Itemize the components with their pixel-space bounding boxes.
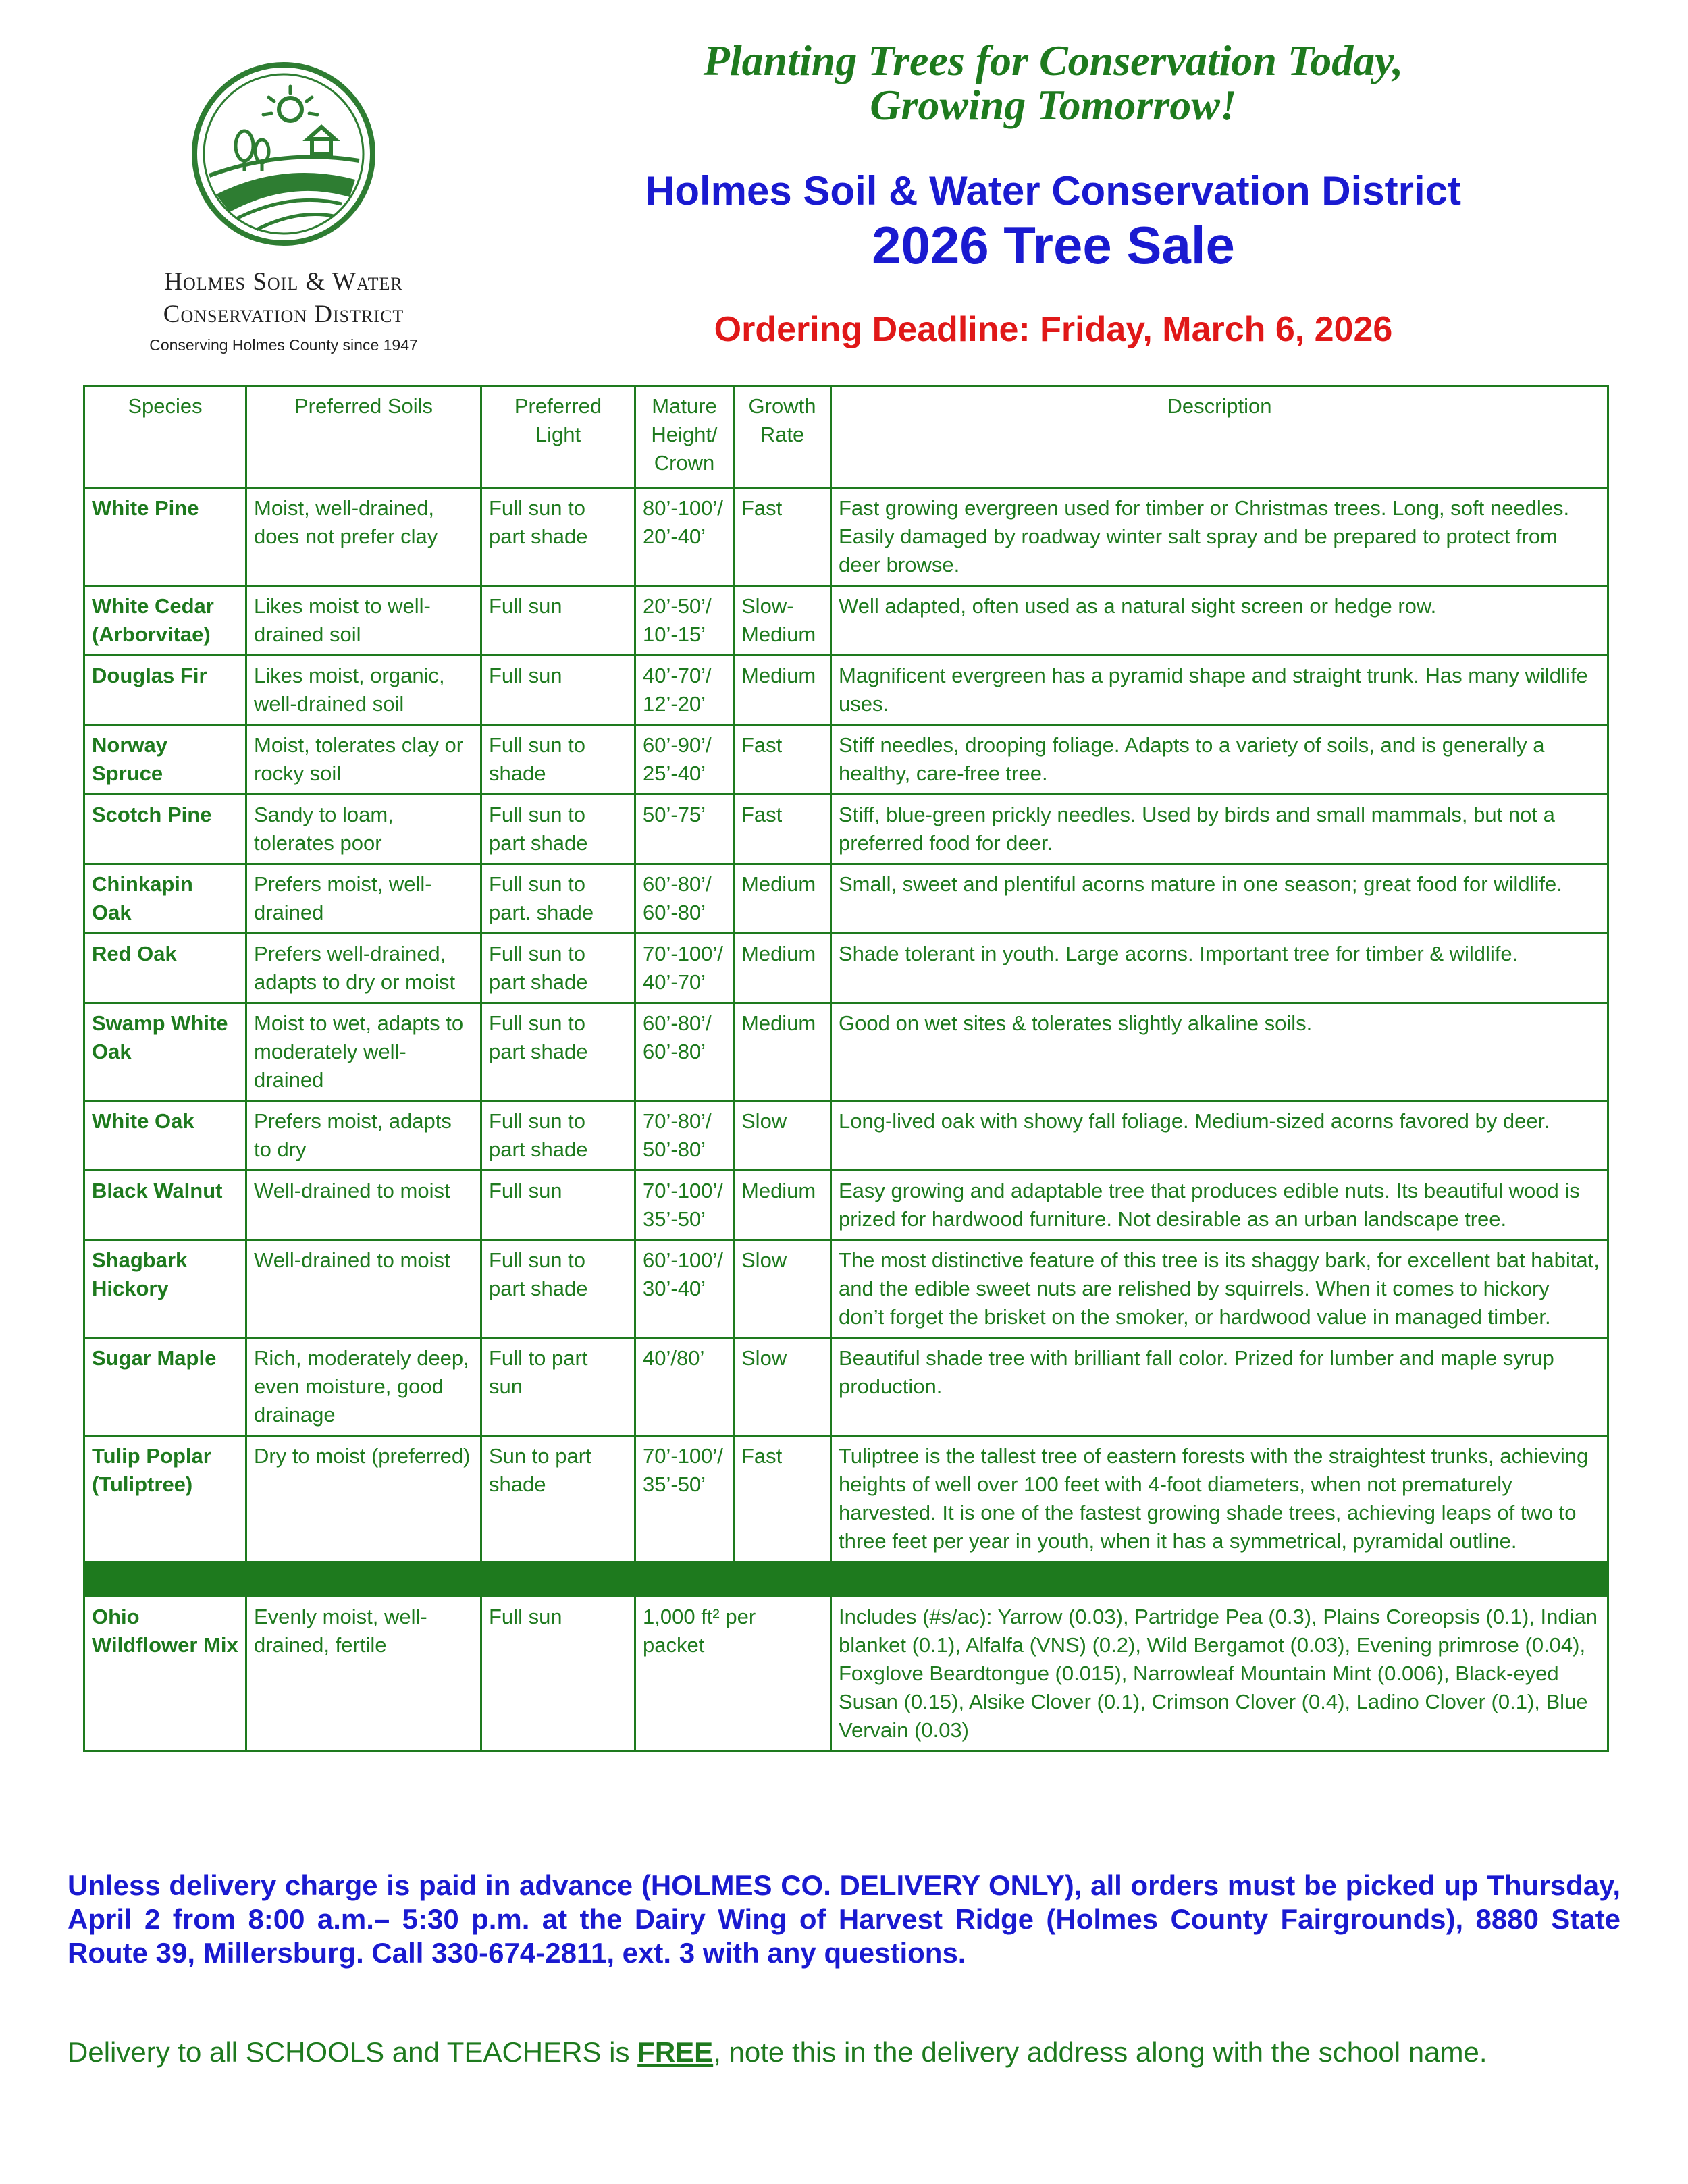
header-description: Description <box>831 386 1608 488</box>
rate-cell: Fast <box>734 1436 831 1562</box>
species-cell: Shagbark Hickory <box>84 1240 246 1338</box>
soils-cell: Rich, moderately deep, even moisture, good drainage <box>246 1338 481 1436</box>
light-cell: Full sun <box>481 656 635 725</box>
logo-tagline: Conserving Holmes County since 1947 <box>149 336 418 354</box>
species-cell: White Oak <box>84 1101 246 1171</box>
table-row <box>84 934 1608 1003</box>
header-growth-rate: Growth Rate <box>734 386 831 488</box>
free-delivery-note <box>68 2035 1620 2069</box>
header-preferred-light: Preferred Light <box>481 386 635 488</box>
height-cell: 70’-100’/ 35’-50’ <box>635 1171 734 1240</box>
height-cell: 60’-90’/ 25’-40’ <box>635 725 734 795</box>
light-cell: Full sun <box>481 1171 635 1240</box>
rate-cell: Slow <box>734 1338 831 1436</box>
table-row <box>84 1101 1608 1171</box>
table-row <box>84 1003 1608 1101</box>
rate-cell: Fast <box>734 488 831 586</box>
height-cell: 50’-75’ <box>635 795 734 864</box>
description-cell: Well adapted, often used as a natural sight screen or hedge row. <box>831 586 1608 656</box>
height-cell: 70’-80’/ 50’-80’ <box>635 1101 734 1171</box>
pickup-instructions: Unless delivery charge is paid in advance (HOLMES CO. DELIVERY ONLY), all orders must be picked up Thursday, April 2 from 8:00 a.m.– 5:30 p.m. at the Dairy Wing of Harvest Ridge (Holmes County Fairgrounds), 8880 State Route 39, Millersburg. Call 330-674-2811, ext. 3 with any questions. <box>68 1869 1620 1969</box>
soils-cell: Likes moist, organic, well-drained soil <box>246 656 481 725</box>
slogan-line-2: Growing Tomorrow! <box>870 81 1237 129</box>
logo-district-name <box>101 266 466 331</box>
description-cell: Stiff needles, drooping foliage. Adapts to a variety of soils, and is generally a healthy, care-free tree. <box>831 725 1608 795</box>
table-header-row <box>84 386 1608 488</box>
table-row <box>84 1240 1608 1338</box>
height-cell: 40’/80’ <box>635 1338 734 1436</box>
light-cell: Full sun to part shade <box>481 1240 635 1338</box>
light-cell: Full sun <box>481 586 635 656</box>
description-cell: Beautiful shade tree with brilliant fall color. Prized for lumber and maple syrup production. <box>831 1338 1608 1436</box>
species-cell: Ohio Wildflower Mix <box>84 1597 246 1751</box>
description-cell: Shade tolerant in youth. Large acorns. Important tree for timber & wildlife. <box>831 934 1608 1003</box>
table-row <box>84 725 1608 795</box>
description-cell: Fast growing evergreen used for timber or Christmas trees. Long, soft needles. Easily damaged by roadway winter salt spray and be prepared to protect from deer browse. <box>831 488 1608 586</box>
soils-cell: Prefers moist, adapts to dry <box>246 1101 481 1171</box>
sale-title: 2026 Tree Sale <box>872 215 1235 275</box>
height-cell: 70’-100’/ 40’-70’ <box>635 934 734 1003</box>
divider-cell <box>635 1562 734 1597</box>
divider-cell <box>481 1562 635 1597</box>
logo-name-line2: Conservation District <box>163 300 404 328</box>
height-cell: 60’-80’/ 60’-80’ <box>635 864 734 934</box>
soils-cell: Moist, well-drained, does not prefer clay <box>246 488 481 586</box>
table-row <box>84 1338 1608 1436</box>
height-cell: 80’-100’/ 20’-40’ <box>635 488 734 586</box>
organization-title: Holmes Soil & Water Conservation District <box>645 168 1462 213</box>
table-row <box>84 656 1608 725</box>
free-note-prefix: Delivery to all SCHOOLS and TEACHERS is <box>68 2036 638 2068</box>
divider-cell <box>734 1562 831 1597</box>
species-cell: Black Walnut <box>84 1171 246 1240</box>
light-cell: Full sun to shade <box>481 725 635 795</box>
species-cell: Scotch Pine <box>84 795 246 864</box>
free-note-suffix: , note this in the delivery address along with the school name. <box>713 2036 1487 2068</box>
light-cell: Full sun to part shade <box>481 1003 635 1101</box>
rate-cell: Slow-Medium <box>734 586 831 656</box>
height-cell: 40’-70’/ 12’-20’ <box>635 656 734 725</box>
description-cell: Small, sweet and plentiful acorns mature in one season; great food for wildlife. <box>831 864 1608 934</box>
table-row <box>84 586 1608 656</box>
description-cell: The most distinctive feature of this tree is its shaggy bark, for excellent bat habitat, and the edible sweet nuts are relished by squirrels. When it comes to hickory don’t forget the brisket on the smoker, or hardwood value in managed timber. <box>831 1240 1608 1338</box>
height-cell: 70’-100’/ 35’-50’ <box>635 1436 734 1562</box>
light-cell: Full sun to part shade <box>481 1101 635 1171</box>
description-cell: Easy growing and adaptable tree that produces edible nuts. Its beautiful wood is prized for hardwood furniture. Not desirable as an urban landscape tree. <box>831 1171 1608 1240</box>
rate-cell: Medium <box>734 1003 831 1101</box>
divider-cell <box>246 1562 481 1597</box>
divider-cell <box>831 1562 1608 1597</box>
light-cell: Full to part sun <box>481 1338 635 1436</box>
rate-cell: Medium <box>734 656 831 725</box>
logo-name-line1: Holmes Soil & Water <box>164 268 403 296</box>
light-cell: Full sun to part shade <box>481 488 635 586</box>
height-cell: 60’-100’/ 30’-40’ <box>635 1240 734 1338</box>
header-species: Species <box>84 386 246 488</box>
rate-cell: Slow <box>734 1240 831 1338</box>
soils-cell: Dry to moist (preferred) <box>246 1436 481 1562</box>
soils-cell: Well-drained to moist <box>246 1171 481 1240</box>
soils-cell: Moist to wet, adapts to moderately well-drained <box>246 1003 481 1101</box>
rate-cell: Fast <box>734 795 831 864</box>
soils-cell: Evenly moist, well-drained, fertile <box>246 1597 481 1751</box>
species-cell: Swamp White Oak <box>84 1003 246 1101</box>
description-cell: Tuliptree is the tallest tree of eastern forests with the straightest trunks, achieving heights of well over 100 feet with 4-foot diameters, when not prematurely harvested. It is one of the fastest growing shade trees, achieving leaps of two to three feet per year in youth, when it has a symmetrical, pyramidal outline. <box>831 1436 1608 1562</box>
light-cell: Sun to part shade <box>481 1436 635 1562</box>
soils-cell: Well-drained to moist <box>246 1240 481 1338</box>
light-cell: Full sun to part shade <box>481 934 635 1003</box>
species-cell: Douglas Fir <box>84 656 246 725</box>
soils-cell: Likes moist to well-drained soil <box>246 586 481 656</box>
soils-cell: Prefers moist, well-drained <box>246 864 481 934</box>
header-preferred-soils: Preferred Soils <box>246 386 481 488</box>
species-cell: White Pine <box>84 488 246 586</box>
district-logo <box>101 59 466 354</box>
species-cell: Norway Spruce <box>84 725 246 795</box>
table-row <box>84 795 1608 864</box>
wildflower-row <box>84 1597 1608 1751</box>
height-cell: 60’-80’/ 60’-80’ <box>635 1003 734 1101</box>
coverage-cell: 1,000 ft² per packet <box>635 1597 831 1751</box>
table-row <box>84 1436 1608 1562</box>
farm-landscape-logo-icon <box>189 59 378 248</box>
description-cell: Stiff, blue-green prickly needles. Used by birds and small mammals, but not a preferred food for deer. <box>831 795 1608 864</box>
height-cell: 20’-50’/ 10’-15’ <box>635 586 734 656</box>
species-cell: Tulip Poplar (Tuliptree) <box>84 1436 246 1562</box>
species-cell: Chinkapin Oak <box>84 864 246 934</box>
species-cell: White Cedar (Arborvitae) <box>84 586 246 656</box>
rate-cell: Medium <box>734 934 831 1003</box>
light-cell: Full sun to part shade <box>481 795 635 864</box>
tree-species-table <box>83 385 1609 1752</box>
table-row <box>84 1171 1608 1240</box>
rate-cell: Fast <box>734 725 831 795</box>
soils-cell: Sandy to loam, tolerates poor <box>246 795 481 864</box>
species-cell: Red Oak <box>84 934 246 1003</box>
soils-cell: Moist, tolerates clay or rocky soil <box>246 725 481 795</box>
soils-cell: Prefers well-drained, adapts to dry or moist <box>246 934 481 1003</box>
description-cell: Good on wet sites & tolerates slightly alkaline soils. <box>831 1003 1608 1101</box>
table-row <box>84 864 1608 934</box>
table-row <box>84 488 1608 586</box>
section-divider-band <box>84 1562 1608 1597</box>
species-cell: Sugar Maple <box>84 1338 246 1436</box>
rate-cell: Medium <box>734 1171 831 1240</box>
header-mature-height: Mature Height/ Crown <box>635 386 734 488</box>
light-cell: Full sun to part. shade <box>481 864 635 934</box>
free-word: FREE <box>637 2036 714 2068</box>
description-cell: Long-lived oak with showy fall foliage. Medium-sized acorns favored by deer. <box>831 1101 1608 1171</box>
description-cell: Magnificent evergreen has a pyramid shape and straight trunk. Has many wildlife uses. <box>831 656 1608 725</box>
rate-cell: Medium <box>734 864 831 934</box>
slogan-line-1: Planting Trees for Conservation Today, <box>703 36 1404 84</box>
light-cell: Full sun <box>481 1597 635 1751</box>
rate-cell: Slow <box>734 1101 831 1171</box>
ordering-deadline: Ordering Deadline: Friday, March 6, 2026 <box>714 310 1393 349</box>
divider-cell <box>84 1562 246 1597</box>
description-cell: Includes (#s/ac): Yarrow (0.03), Partridge Pea (0.3), Plains Coreopsis (0.1), Indian blanket (0.1), Alfalfa (VNS) (0.2), Wild Bergamot (0.03), Evening primrose (0.04), Foxglove Beardtongue (0.015), Narrowleaf Mountain Mint (0.006), Black-eyed Susan (0.15), Alsike Clover (0.1), Crimson Clover (0.4), Ladino Clover (0.1), Blue Vervain (0.03) <box>831 1597 1608 1751</box>
